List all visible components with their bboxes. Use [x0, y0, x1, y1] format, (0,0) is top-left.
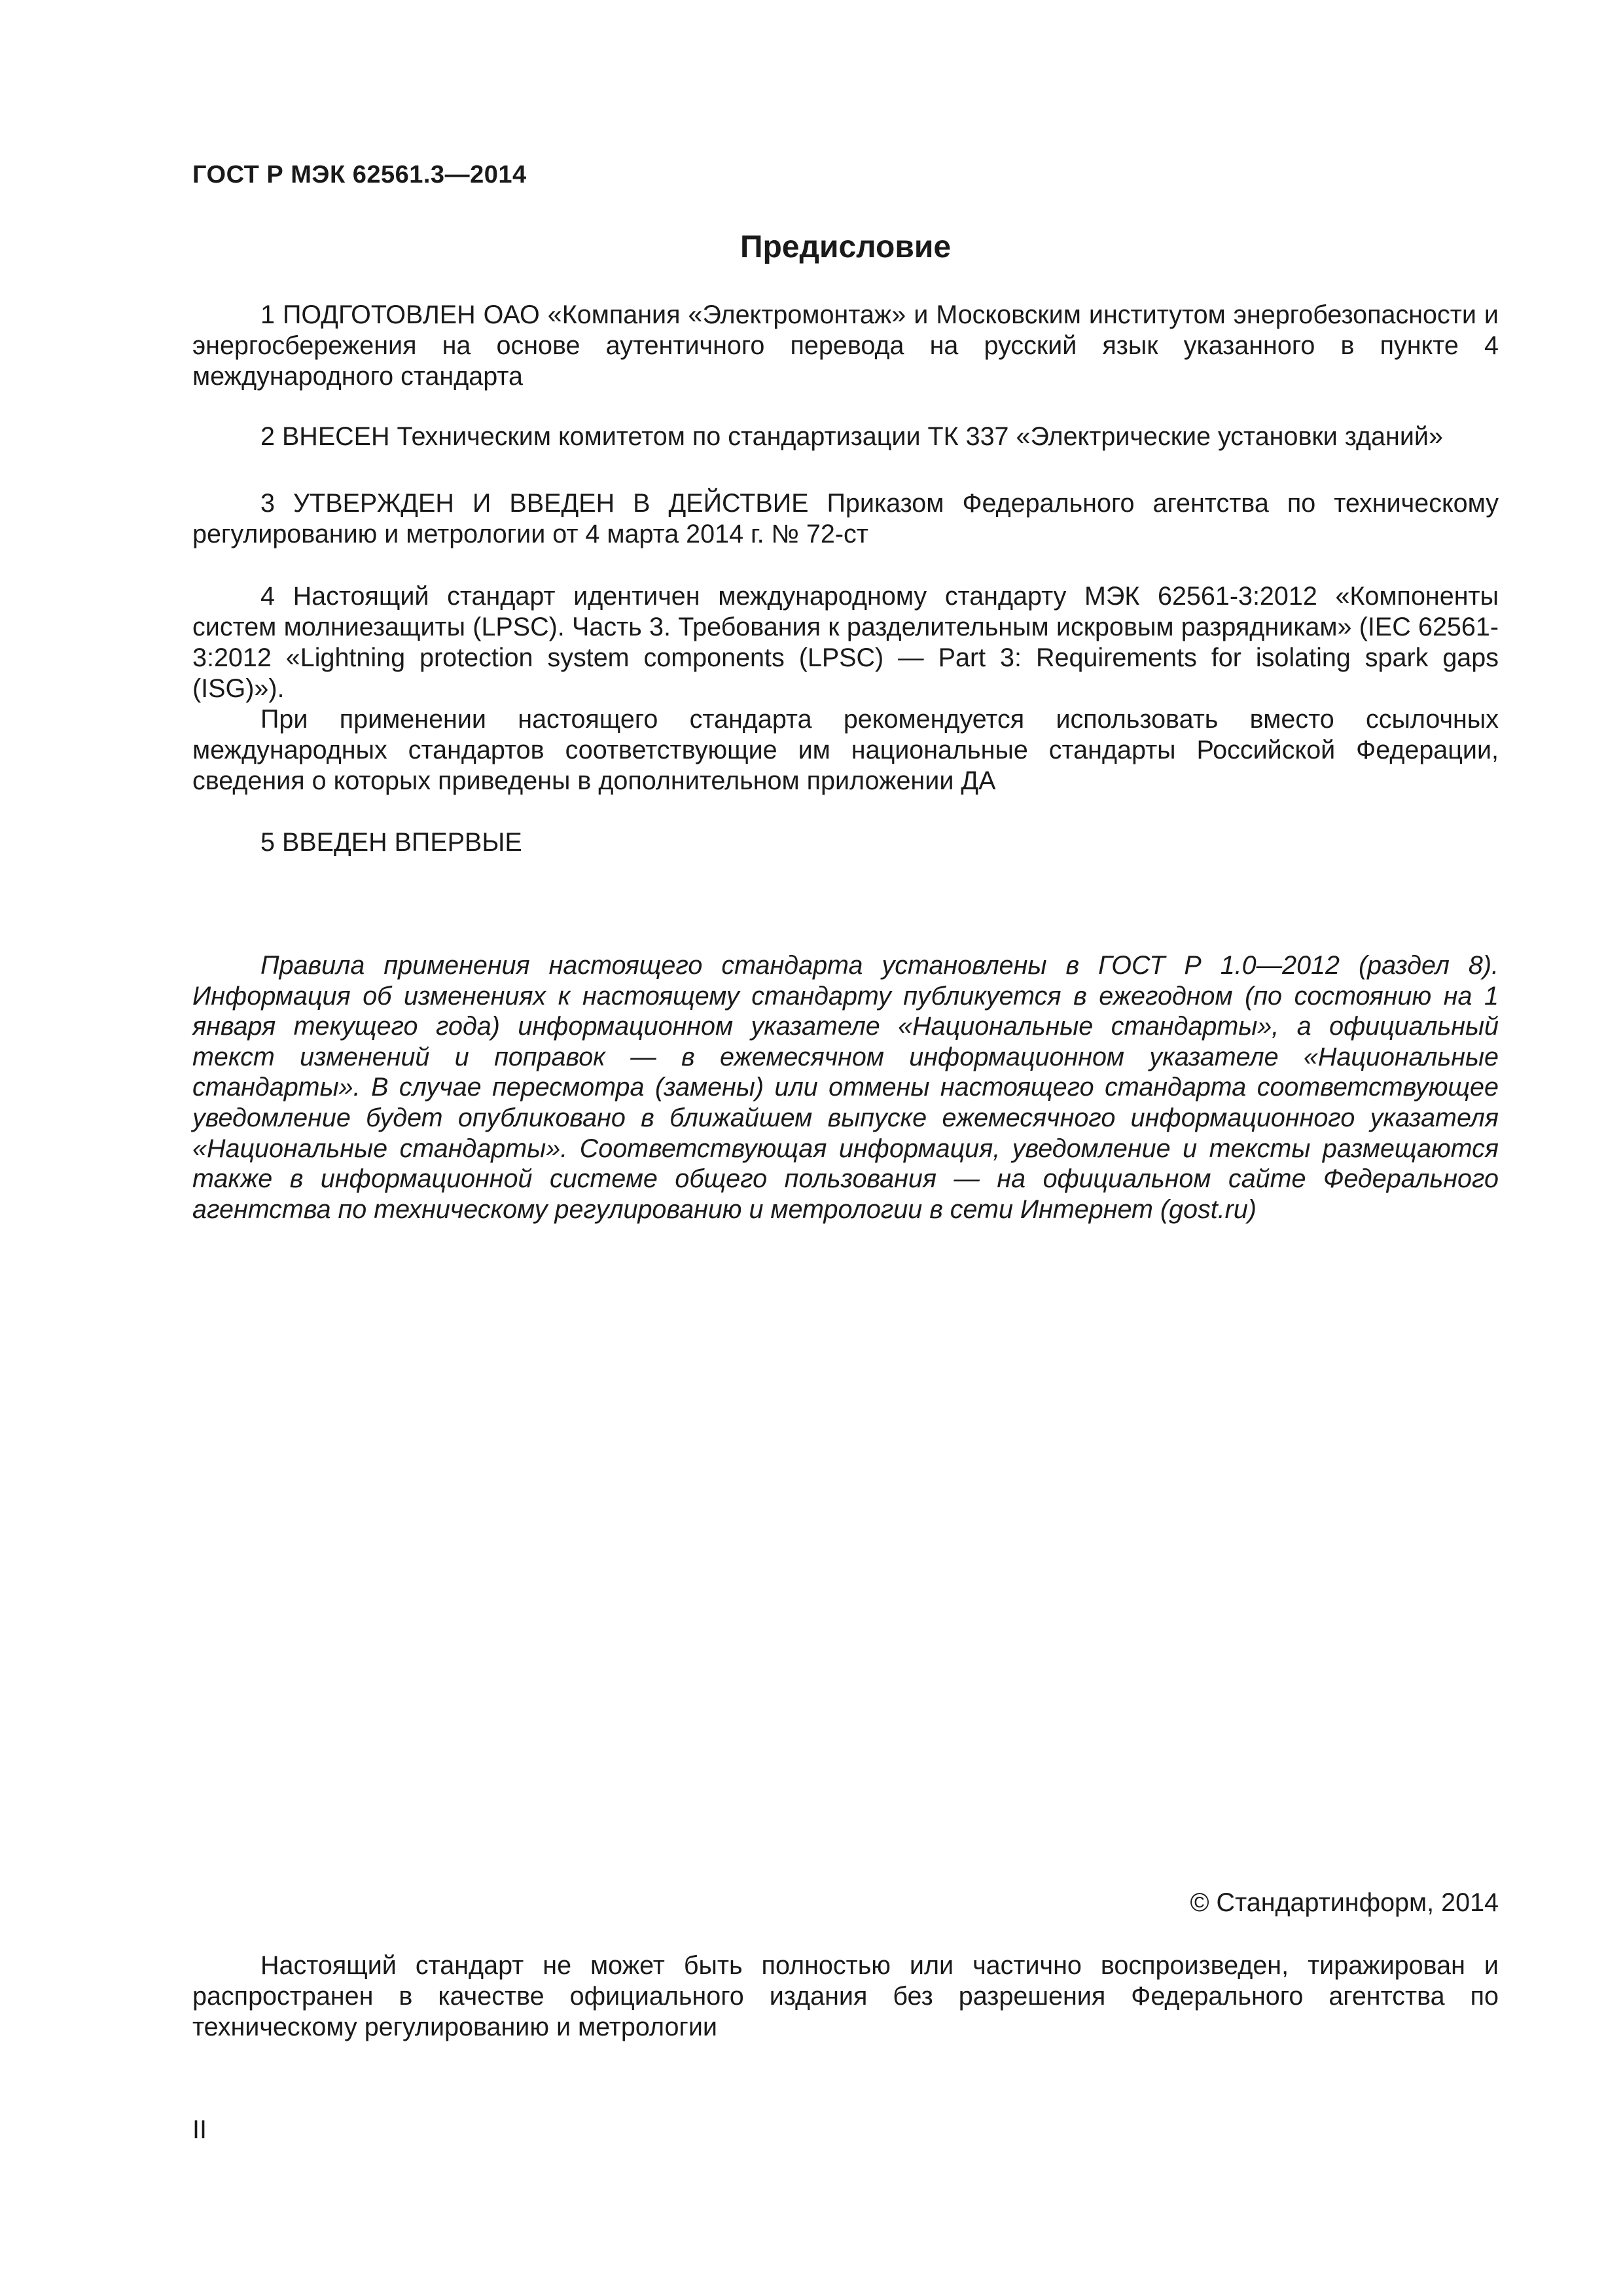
foreword-item-2-text: 2 ВНЕСЕН Техническим комитетом по стандартизации ТК 337 «Электрические установки зданий» — [260, 422, 1443, 451]
notice-text: Правила применения настоящего стандарта установлены в ГОСТ Р 1.0—2012 (раздел 8). Информация об изменениях к настоящему стандарту публикуется в ежегодном (по состоянию на 1 января текущего года) информационном указателе «Национальные стандарты», а официальный текст изменений и поправок — в ежемесячном информационном указателе «Национальные стандарты». В случае пересмотра (замены) или отмены настоящего стандарта соответствующее уведомление будет опубликовано в ближайшем выпуске ежемесячного информационного указателя «Национальные стандарты». Соответствующая информация, уведомление и тексты размещаются также в информационной системе общего пользования — на официальном сайте Федерального агентства по техническому регулированию и метрологии в сети Интернет (gost.ru) — [192, 951, 1499, 1224]
application-rules-notice — [192, 950, 1499, 1225]
page-title: Предисловие — [740, 230, 952, 264]
foreword-item-4 — [192, 581, 1499, 797]
reproduction-notice — [192, 1950, 1499, 2043]
foreword-item-4-text: 4 Настоящий стандарт идентичен международному стандарту МЭК 62561-3:2012 «Компоненты систем молниезащиты (LPSC). Часть 3. Требования к разделительным искровым разрядникам» (IEC 62561-3:2012 «Lightning protection system components (LPSC) — Part 3: Requirements for isolating spark gaps (ISG)»). — [192, 582, 1499, 703]
foreword-item-4-note: При применении настоящего стандарта рекомендуется использовать вместо ссылочных международных стандартов соответствующие им национальные стандарты Российской Федерации, сведения о которых приведены в дополнительном приложении ДА — [192, 705, 1499, 795]
copyright-line: © Стандартинформ, 2014 — [1190, 1888, 1499, 1917]
foreword-item-1-text: 1 ПОДГОТОВЛЕН ОАО «Компания «Электромонтаж» и Московским институтом энергобезопасности и энергосбережения на основе аутентичного перевода на русский язык указанного в пункте 4 международного стандарта — [192, 300, 1499, 391]
reproduction-notice-text: Настоящий стандарт не может быть полностью или частично воспроизведен, тиражирован и распространен в качестве официального издания без разрешения Федерального агентства по техническому регулированию и метрологии — [192, 1951, 1499, 2041]
foreword-item-5-text: 5 ВВЕДЕН ВПЕРВЫЕ — [260, 828, 522, 857]
foreword-item-2 — [192, 422, 1499, 452]
document-id-header: ГОСТ Р МЭК 62561.3—2014 — [192, 161, 527, 188]
foreword-item-3-text: 3 УТВЕРЖДЕН И ВВЕДЕН В ДЕЙСТВИЕ Приказом Федерального агентства по техническому регулированию и метрологии от 4 марта 2014 г. № 72-ст — [192, 489, 1499, 548]
foreword-item-5 — [192, 827, 1499, 858]
page-number: II — [192, 2115, 207, 2144]
foreword-item-1 — [192, 300, 1499, 392]
foreword-item-3 — [192, 488, 1499, 550]
